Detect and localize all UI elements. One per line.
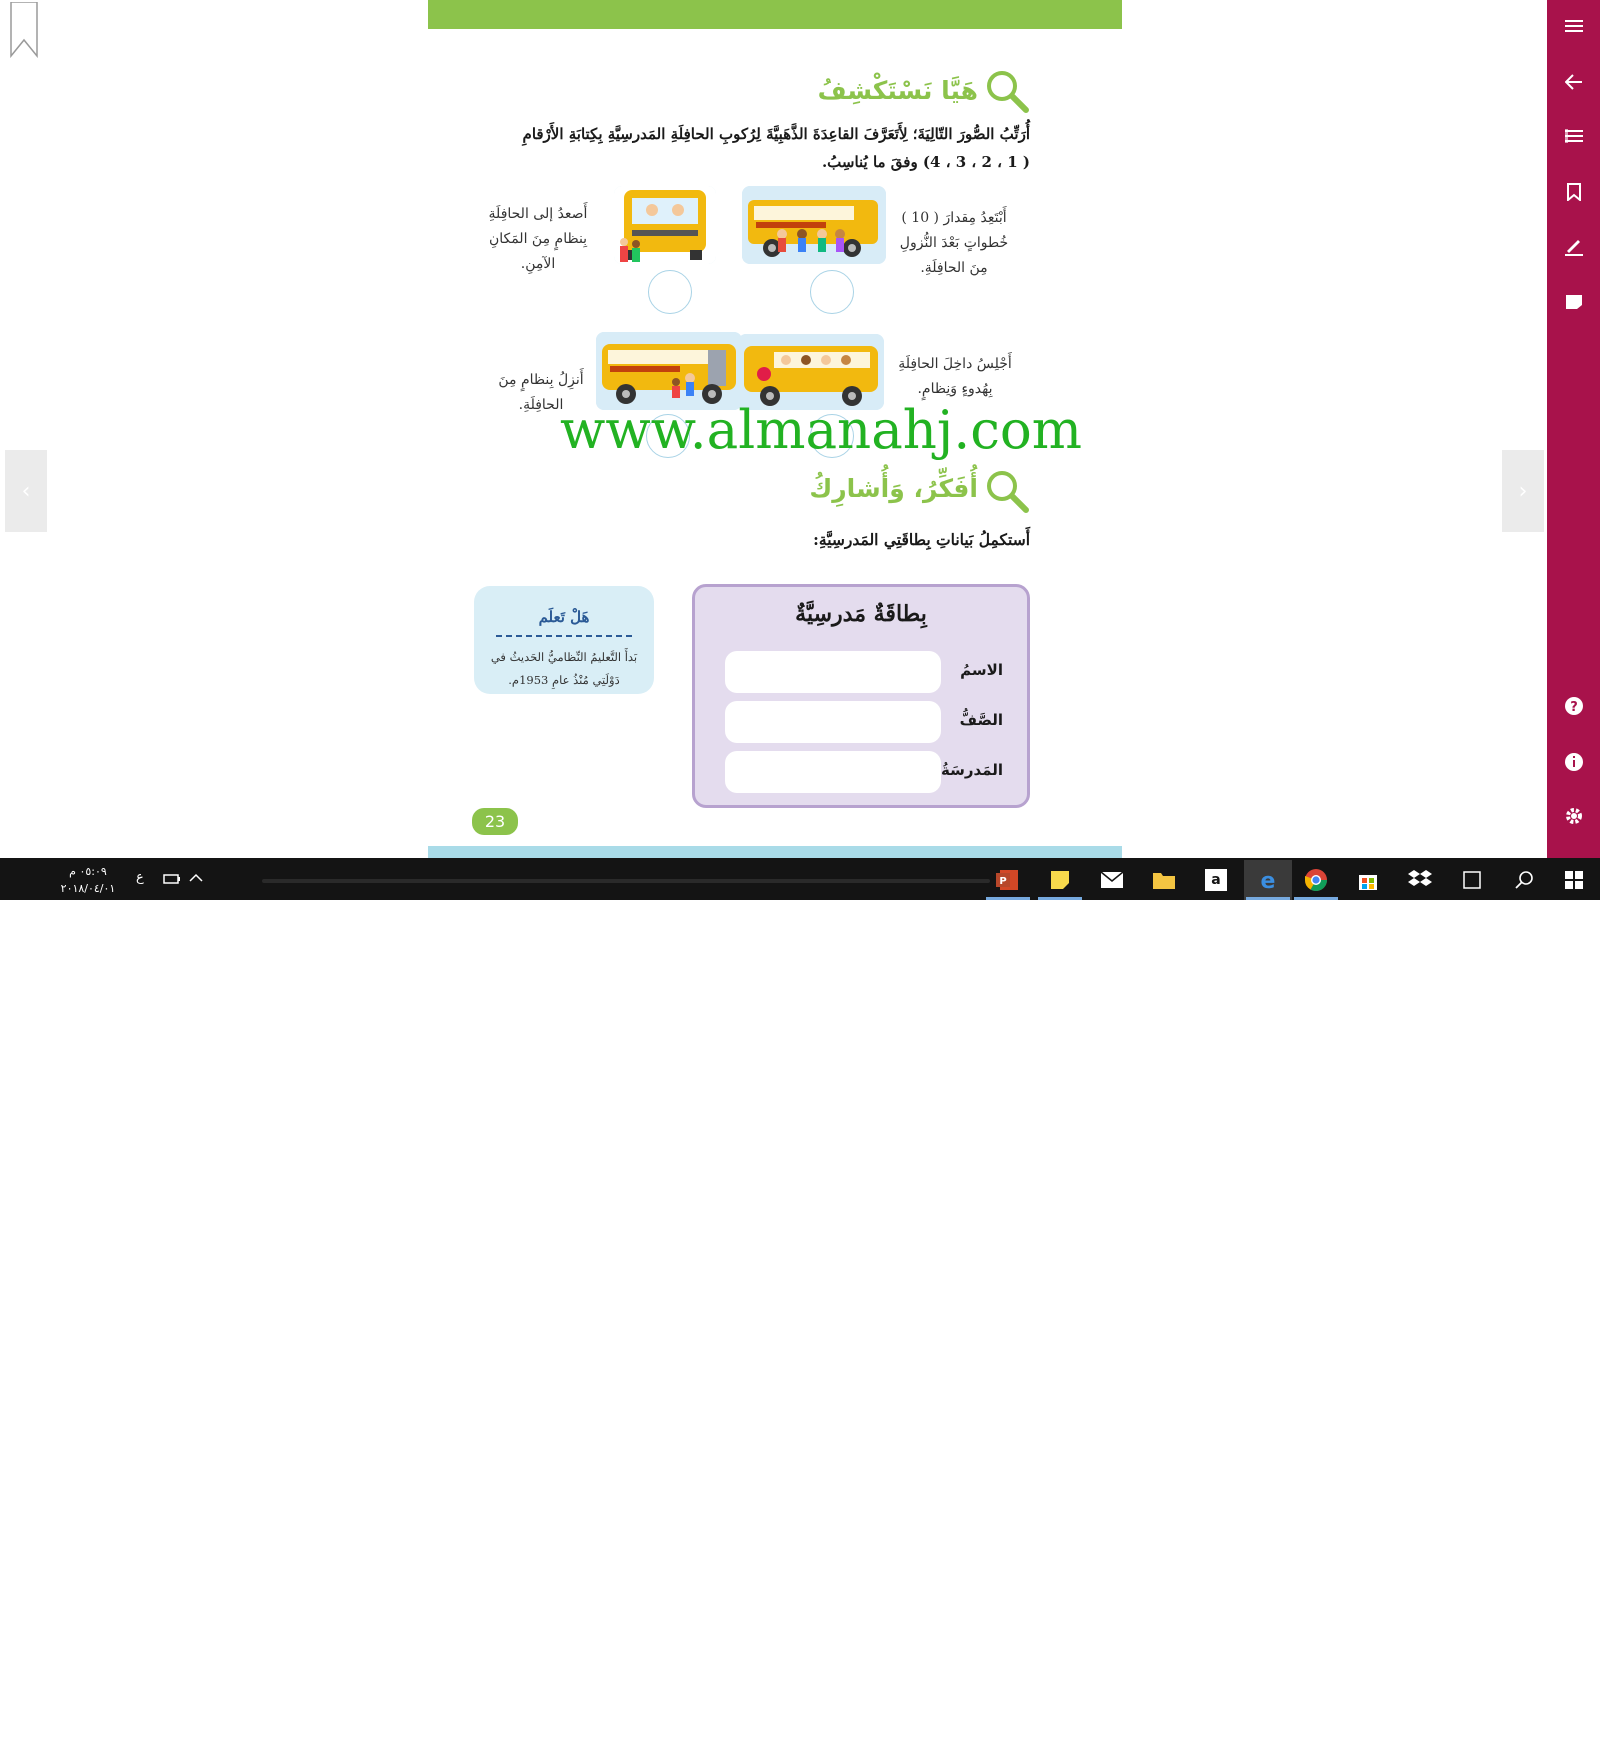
bookmark-button[interactable] [1547,174,1600,210]
info-button[interactable] [1547,744,1600,780]
tablet-mode-icon [1462,871,1482,889]
class-label: الصَّفُّ [959,711,1003,729]
caption-walk-away: أَبْتَعِدُ مِقدارَ ( 10 ) خُطواتٍ بَعْدَ النُّزولِ مِنَ الحافِلَةِ. [899,210,1009,276]
mail-icon [1100,871,1124,889]
instructions-line: أُرَتِّبُ الصُّورَ التّالِيَةَ؛ لِأَتَعَرَّفَ القاعِدَةَ الذَّهَبِيَّةَ لِرُكوبِ الحافِلَةِ المَدرسِيَّةِ بِكِتابَةِ الأَرْقامِ [522,125,1030,143]
gear-icon [1564,806,1584,826]
section-heading-think: أُفَكِّرُ، وَأُشارِكُ [809,474,978,503]
clock-time: ٠٥:٠٩ م [69,865,107,878]
back-button[interactable] [1547,64,1600,100]
school-card-row-school [711,751,1011,795]
table-of-contents-button[interactable] [1547,118,1600,154]
bus-image-walk-away [742,186,886,264]
svg-text:P: P [999,876,1007,887]
search-icon [1514,870,1534,890]
dropbox-icon [1408,869,1432,891]
amazon-icon [1205,869,1227,891]
did-you-know-line: دَوْلَتِي مُنْذُ عامِ 1953م. [508,673,620,687]
menu-icon [1565,19,1583,33]
chevron-up-icon[interactable] [189,873,203,883]
taskbar-app-sticky-notes[interactable] [1036,860,1084,900]
school-card-row-name [711,651,1011,695]
page-number-badge: 23 [472,808,518,835]
page-bottom-band [428,846,1122,858]
store-icon [1357,869,1379,891]
list-icon [1565,129,1583,143]
taskbar-app-chrome[interactable] [1292,860,1340,900]
instructions-line: ( 1 ، 2 ، 3 ، 4) وفقَ ما يُناسِبُ. [821,153,1030,171]
info-icon [1564,752,1584,772]
sticky-notes-icon [1050,870,1070,890]
did-you-know-title: هَلْ تَعلَم [538,608,590,626]
caption-sit: أَجْلِسُ داخِلَ الحافِلَةِ بِهُدوءٍ وَنِظامٍ. [898,356,1012,397]
tablet-mode-button[interactable] [1448,860,1496,900]
exercise-prompt: أَستكمِلُ بَياناتِ بِطاقَتِي المَدرسِيَّةِ: [813,530,1030,549]
taskbar-app-mail[interactable] [1088,860,1136,900]
menu-button[interactable] [1547,8,1600,44]
taskbar-app-powerpoint[interactable] [984,860,1032,900]
svg-text:a: a [1211,872,1221,888]
clock-date: ٢٠١٨/٠٤/٠١ [60,882,116,895]
taskbar-app-file-explorer[interactable] [1140,860,1188,900]
edge-icon [1256,868,1280,892]
start-button[interactable] [1550,860,1598,900]
chevron-right-icon: › [1518,478,1528,504]
page-top-band [428,0,1122,29]
bus-image-board [614,186,716,264]
pen-button[interactable] [1547,228,1600,264]
svg-text:?: ? [1569,700,1578,715]
bus-image-exit [596,332,742,410]
taskbar-divider [262,879,990,883]
svg-text:e: e [1260,869,1276,892]
bus-image-sit [738,334,884,410]
order-number-circle[interactable] [810,270,854,314]
section-heading-explore: هَيَّا نَسْتَكْشِفُ [817,76,978,105]
note-button[interactable] [1547,284,1600,320]
magnifier-icon [984,468,1030,514]
powerpoint-icon [996,869,1020,891]
windows-start-icon [1564,870,1584,890]
school-field[interactable] [725,751,941,793]
settings-button[interactable] [1547,798,1600,834]
school-card [692,584,1030,808]
school-label: المَدرسَةُ [941,761,1003,779]
chevron-left-icon: ‹ [21,478,31,504]
reader-viewport [0,0,1547,858]
search-button[interactable] [1500,860,1548,900]
did-you-know-line: بَدأَ التَّعليمُ النِّظاميُّ الحَديثُ في [490,650,638,664]
help-icon [1564,696,1584,716]
taskbar-clock[interactable] [58,863,118,897]
next-page-button[interactable] [1502,450,1544,532]
bookmark-icon [1567,183,1581,201]
school-card-row-class [711,701,1011,745]
previous-page-button[interactable] [5,450,47,532]
reader-toolbar [1547,0,1600,858]
taskbar-app-dropbox[interactable] [1396,860,1444,900]
caption-board: أَصعدُ إلى الحافِلَةِ بِنظامٍ مِنَ المَكانِ الآمِنِ. [488,206,588,272]
exercise-instructions [470,120,1030,176]
did-you-know-box [474,586,654,694]
taskbar-app-amazon[interactable] [1192,860,1240,900]
name-field[interactable] [725,651,941,693]
did-you-know-divider [496,635,632,637]
caption-exit: أَنزِلُ بِنظامٍ مِنَ الحافِلَةِ. [498,372,584,413]
back-arrow-icon [1565,74,1583,90]
school-card-title: بِطاقَةٌ مَدرسِيَّةٌ [795,601,927,627]
note-icon [1565,294,1583,310]
class-field[interactable] [725,701,941,743]
language-indicator[interactable]: ع [136,870,144,885]
watermark-text: www.almanahj.com [560,400,1083,461]
magnifier-icon [984,68,1030,114]
battery-icon[interactable] [163,873,181,885]
chrome-icon [1304,868,1328,892]
order-number-circle[interactable] [648,270,692,314]
action-center-icon[interactable] [24,1728,44,1746]
file-explorer-icon [1152,870,1176,890]
bookmark-ribbon-icon[interactable] [9,2,39,58]
taskbar-app-store[interactable] [1344,860,1392,900]
taskbar-app-edge[interactable] [1244,860,1292,900]
name-label: الاسمُ [960,661,1003,679]
pen-icon [1564,236,1584,256]
help-button[interactable] [1547,688,1600,724]
did-you-know-body [484,646,644,692]
textbook-page [428,0,1122,858]
